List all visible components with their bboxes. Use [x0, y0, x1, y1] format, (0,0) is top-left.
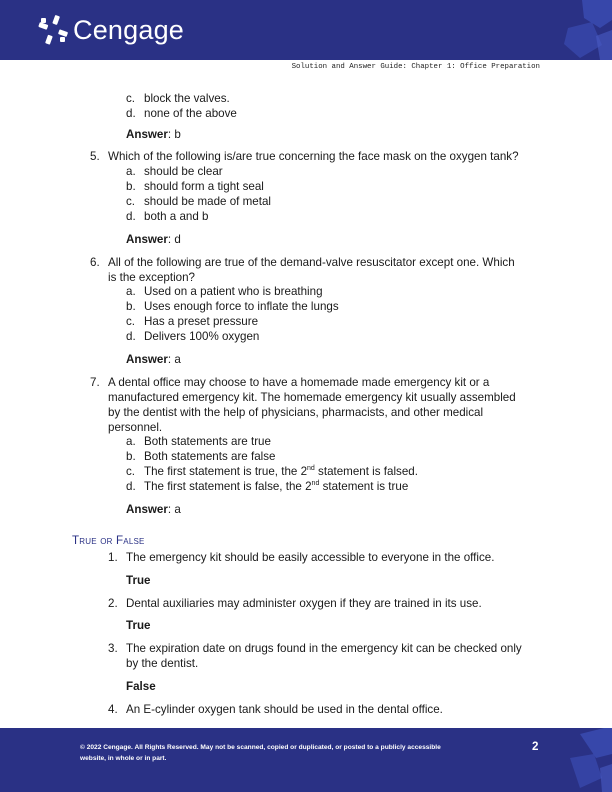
- answer-value: : d: [167, 233, 181, 246]
- question-text: All of the following are true of the demand-valve resuscitator except one. Which: [108, 256, 515, 269]
- option-letter: c.: [126, 92, 136, 105]
- option-letter: a.: [126, 285, 136, 298]
- decorative-shapes: [566, 728, 612, 792]
- option-letter: b.: [126, 300, 136, 313]
- option-text-post: statement is true: [319, 480, 409, 493]
- header-band: [0, 0, 612, 60]
- item-number: 2.: [108, 597, 118, 610]
- option-text: both a and b: [144, 210, 209, 223]
- option-text: Uses enough force to inflate the lungs: [144, 300, 339, 313]
- question-text: manufactured emergency kit. The homemade emergency kit usually assembled: [108, 391, 516, 404]
- answer-line: [126, 232, 181, 247]
- option-letter: d.: [126, 210, 136, 223]
- option-text: Used on a patient who is breathing: [144, 285, 323, 298]
- section-heading: True or False: [72, 534, 145, 547]
- copyright-line: © 2022 Cengage. All Rights Reserved. May not be scanned, copied or duplicated, or posted to a publicly accessible: [80, 744, 441, 751]
- option-letter: a.: [126, 435, 136, 448]
- ordinal-suffix: nd: [311, 480, 320, 488]
- running-head: Solution and Answer Guide: Chapter 1: Office Preparation: [291, 63, 540, 71]
- option-letter: d.: [126, 107, 136, 120]
- option-text: Has a preset pressure: [144, 315, 259, 328]
- answer-line: [126, 127, 181, 142]
- option-letter: b.: [126, 180, 136, 193]
- option-text: [144, 464, 418, 479]
- item-answer: True: [126, 619, 151, 632]
- question-text: A dental office may choose to have a homemade made emergency kit or a: [108, 376, 490, 389]
- item-text: Dental auxiliaries may administer oxygen if they are trained in its use.: [126, 597, 482, 610]
- answer-value: : a: [167, 503, 181, 516]
- question-text: personnel.: [108, 421, 163, 434]
- option-text: [144, 479, 408, 494]
- answer-line: [126, 502, 181, 517]
- item-text: The emergency kit should be easily accessible to everyone in the office.: [126, 551, 495, 564]
- question-text: Which of the following is/are true concerning the face mask on the oxygen tank?: [108, 150, 519, 163]
- answer-label: Answer: [126, 503, 168, 516]
- option-text-pre: The first statement is true, the 2: [144, 465, 308, 478]
- option-text: should be clear: [144, 165, 223, 178]
- option-letter: c.: [126, 465, 136, 478]
- answer-value: : a: [167, 353, 181, 366]
- option-letter: c.: [126, 195, 136, 208]
- answer-value: : b: [167, 128, 181, 141]
- option-letter: d.: [126, 480, 136, 493]
- item-number: 3.: [108, 642, 118, 655]
- item-text: An E-cylinder oxygen tank should be used in the dental office.: [126, 703, 443, 716]
- item-text: by the dentist.: [126, 657, 199, 670]
- answer-line: [126, 352, 181, 367]
- cengage-mark-icon: [36, 13, 70, 47]
- question-text: by the dentist with the help of physicians, pharmacists, and other medical: [108, 406, 484, 419]
- brand-name: Cengage: [73, 14, 184, 45]
- copyright-line: website, in whole or in part.: [80, 755, 167, 762]
- option-text: block the valves.: [144, 92, 230, 105]
- question-number: 7.: [90, 376, 100, 389]
- question-number: 6.: [90, 256, 100, 269]
- option-text: Both statements are true: [144, 435, 271, 448]
- option-text: Delivers 100% oxygen: [144, 330, 260, 343]
- option-letter: a.: [126, 165, 136, 178]
- option-letter: c.: [126, 315, 136, 328]
- ordinal-suffix: nd: [307, 465, 315, 473]
- option-text-post: statement is falsed.: [314, 465, 418, 478]
- item-text: The expiration date on drugs found in the emergency kit can be checked only: [126, 642, 522, 655]
- option-text-pre: The first statement is false, the 2: [144, 480, 312, 493]
- page-number: 2: [532, 740, 539, 753]
- answer-label: Answer: [126, 353, 168, 366]
- option-text: should form a tight seal: [144, 180, 264, 193]
- option-text: none of the above: [144, 107, 237, 120]
- item-number: 1.: [108, 551, 118, 564]
- item-number: 4.: [108, 703, 118, 716]
- decorative-shapes: [562, 0, 612, 60]
- answer-label: Answer: [126, 128, 168, 141]
- option-letter: d.: [126, 330, 136, 343]
- option-text: should be made of metal: [144, 195, 271, 208]
- question-text: is the exception?: [108, 271, 196, 284]
- option-letter: b.: [126, 450, 136, 463]
- cengage-logo: [36, 12, 184, 48]
- option-text: Both statements are false: [144, 450, 276, 463]
- copyright-notice: [80, 742, 480, 764]
- item-answer: False: [126, 680, 156, 693]
- answer-label: Answer: [126, 233, 168, 246]
- question-number: 5.: [90, 150, 100, 163]
- item-answer: True: [126, 574, 151, 587]
